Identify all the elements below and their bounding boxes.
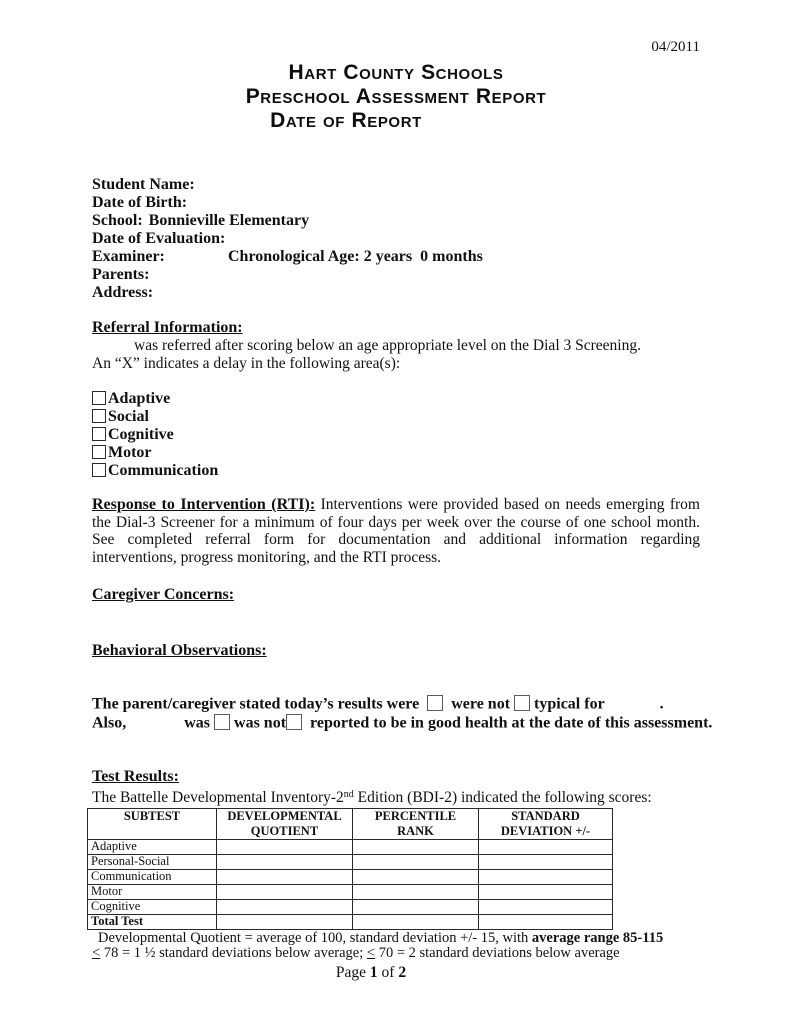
bdi-intro-superscript: nd — [343, 789, 354, 800]
evaluation-date-label: Date of Evaluation: — [92, 230, 226, 247]
footer-page-number: 1 — [369, 964, 378, 981]
evaluation-date-row — [92, 230, 700, 248]
table-row-adaptive — [88, 840, 613, 855]
sd-cell — [479, 915, 613, 930]
page-footer — [92, 964, 700, 982]
title-district: Hart County Schools — [288, 61, 504, 84]
header-sd-line2: DEVIATION +/- — [500, 823, 591, 838]
note1-bold: average range 85-115 — [531, 930, 664, 946]
table-row-total-test — [88, 915, 613, 930]
note-line-1 — [92, 931, 700, 946]
table-row-communication — [88, 870, 613, 885]
header-developmental-quotient — [217, 809, 353, 840]
school-label: School: — [92, 212, 143, 229]
bdi-intro-after: Edition (BDI-2) indicated the following scores: — [353, 789, 652, 806]
health-was-not-checkbox[interactable] — [286, 714, 302, 730]
footer-word-of: of — [381, 964, 395, 981]
header-dq-line2: QUOTIENT — [250, 823, 319, 838]
cognitive-checkbox[interactable] — [92, 427, 106, 441]
results-were-not-checkbox[interactable] — [514, 695, 530, 711]
pr-cell — [353, 840, 479, 855]
pr-cell — [353, 855, 479, 870]
header-standard-deviation — [479, 809, 613, 840]
table-row-personal-social — [88, 855, 613, 870]
header-subtest-line1: SUBTEST — [123, 809, 181, 823]
scores-header-row — [88, 809, 613, 840]
less-equal-symbol-2: < — [366, 945, 376, 961]
results-statement-text-a: The parent/caregiver stated today’s results were — [92, 695, 420, 713]
footer-total-pages: 2 — [398, 964, 407, 981]
subtest-cell: Personal-Social — [88, 855, 217, 870]
social-label: Social — [108, 408, 149, 425]
test-results-section — [92, 768, 700, 961]
header-pr-line2: RANK — [397, 823, 434, 838]
motor-checkbox[interactable] — [92, 445, 106, 459]
header-sd-line1: STANDARD — [511, 809, 580, 823]
school-row — [92, 212, 700, 230]
subtest-cell: Cognitive — [88, 900, 217, 915]
delay-row-cognitive — [92, 426, 700, 444]
dob-row — [92, 194, 700, 212]
dq-cell — [217, 870, 353, 885]
dq-cell — [217, 915, 353, 930]
sd-cell — [479, 885, 613, 900]
parents-row — [92, 266, 700, 284]
dq-cell — [217, 855, 353, 870]
report-title-block — [92, 61, 700, 133]
note2-text-a: 78 = 1 ½ standard deviations below average; — [100, 945, 367, 961]
examiner-row — [92, 248, 700, 266]
sd-cell — [479, 900, 613, 915]
header-dq-line1: DEVELOPMENTAL — [227, 809, 342, 823]
results-typical-statement — [92, 695, 700, 714]
referral-heading: Referral Information: — [92, 319, 243, 336]
motor-label: Motor — [108, 444, 152, 461]
referral-heading-line — [92, 319, 700, 337]
referral-sentence: was referred after scoring below an age appropriate level on the Dial 3 Screening. — [134, 337, 641, 354]
delay-row-communication — [92, 462, 700, 480]
sd-cell — [479, 840, 613, 855]
student-name-row — [92, 176, 700, 194]
student-name-label: Student Name: — [92, 176, 195, 193]
subtest-cell: Motor — [88, 885, 217, 900]
test-results-heading: Test Results: — [92, 768, 179, 785]
health-statement-text-a: Also, — [92, 714, 127, 732]
delay-row-social — [92, 408, 700, 426]
sd-cell — [479, 870, 613, 885]
communication-checkbox[interactable] — [92, 463, 106, 477]
subtest-cell: Adaptive — [88, 840, 217, 855]
delay-row-adaptive — [92, 390, 700, 408]
pr-cell — [353, 915, 479, 930]
header-subtest — [88, 809, 217, 840]
delay-area-list — [92, 390, 700, 480]
results-were-checkbox[interactable] — [427, 695, 443, 711]
less-equal-symbol-1: < — [92, 945, 101, 961]
test-results-heading-line — [92, 768, 700, 786]
table-row-cognitive — [88, 900, 613, 915]
health-statement — [92, 714, 713, 733]
results-statement-text-c: typical for — [534, 695, 605, 713]
adaptive-label: Adaptive — [108, 390, 171, 407]
referral-instruction: An “X” indicates a delay in the following area(s): — [92, 355, 401, 372]
rti-heading: Response to Intervention (RTI): — [92, 496, 316, 513]
social-checkbox[interactable] — [92, 409, 106, 423]
pr-cell — [353, 885, 479, 900]
examiner-label: Examiner: — [92, 248, 165, 265]
bdi-intro-before: The Battelle Developmental Inventory-2 — [92, 789, 344, 806]
subtest-cell: Communication — [88, 870, 217, 885]
health-statement-text-c: was not — [234, 714, 287, 732]
title-report-date: Date of Report — [270, 109, 422, 132]
adaptive-checkbox[interactable] — [92, 391, 106, 405]
sd-cell — [479, 855, 613, 870]
cognitive-label: Cognitive — [108, 426, 174, 443]
parents-label: Parents: — [92, 266, 150, 283]
health-was-checkbox[interactable] — [214, 714, 230, 730]
rti-paragraph — [92, 496, 700, 566]
school-value: Bonnieville Elementary — [148, 212, 310, 229]
note-line-2 — [92, 946, 700, 961]
score-notes — [92, 931, 700, 961]
caregiver-concerns-heading: Caregiver Concerns: — [92, 586, 235, 603]
address-row — [92, 284, 700, 302]
communication-label: Communication — [108, 462, 219, 479]
pr-cell — [353, 900, 479, 915]
rti-body: Interventions were provided based on needs emerging from the Dial-3 Screener for a minimum of four days per week over the course of one school month. See completed referral form for documentation and additional information regarding interventions, progress monitoring, and the RTI process. — [92, 496, 700, 566]
dq-cell — [217, 840, 353, 855]
header-pr-line1: PERCENTILE — [374, 809, 457, 823]
pr-cell — [353, 870, 479, 885]
results-statement-text-b: were not — [451, 695, 511, 713]
scores-table — [87, 808, 613, 930]
health-statement-text-b: was — [184, 714, 211, 732]
page-content — [0, 38, 791, 982]
behavioral-observations-heading: Behavioral Observations: — [92, 642, 267, 659]
header-percentile-rank — [353, 809, 479, 840]
note2-text-b: 70 = 2 standard deviations below average — [375, 945, 620, 961]
health-statement-text-d: reported to be in good health at the date of this assessment. — [310, 714, 713, 732]
statement-block — [92, 695, 713, 733]
dq-cell — [217, 885, 353, 900]
delay-row-motor — [92, 444, 700, 462]
dob-label: Date of Birth: — [92, 194, 188, 211]
chronological-age: Chronological Age: 2 years 0 months — [228, 248, 483, 265]
referral-section — [92, 319, 700, 373]
title-report-name: Preschool Assessment Report — [245, 85, 547, 108]
results-statement-period: . — [659, 695, 664, 713]
bdi-intro-line — [92, 786, 700, 807]
student-info-block — [92, 176, 700, 302]
subtest-cell: Total Test — [88, 915, 217, 930]
table-row-motor — [88, 885, 613, 900]
footer-word-page: Page — [335, 964, 367, 981]
address-label: Address: — [92, 284, 154, 301]
behavioral-observations-section — [92, 642, 700, 659]
revision-date: 04/2011 — [651, 39, 700, 55]
note1-normal: Developmental Quotient = average of 100, standard deviation +/- 15, with — [98, 930, 532, 946]
dq-cell — [217, 900, 353, 915]
caregiver-concerns-section — [92, 586, 700, 603]
